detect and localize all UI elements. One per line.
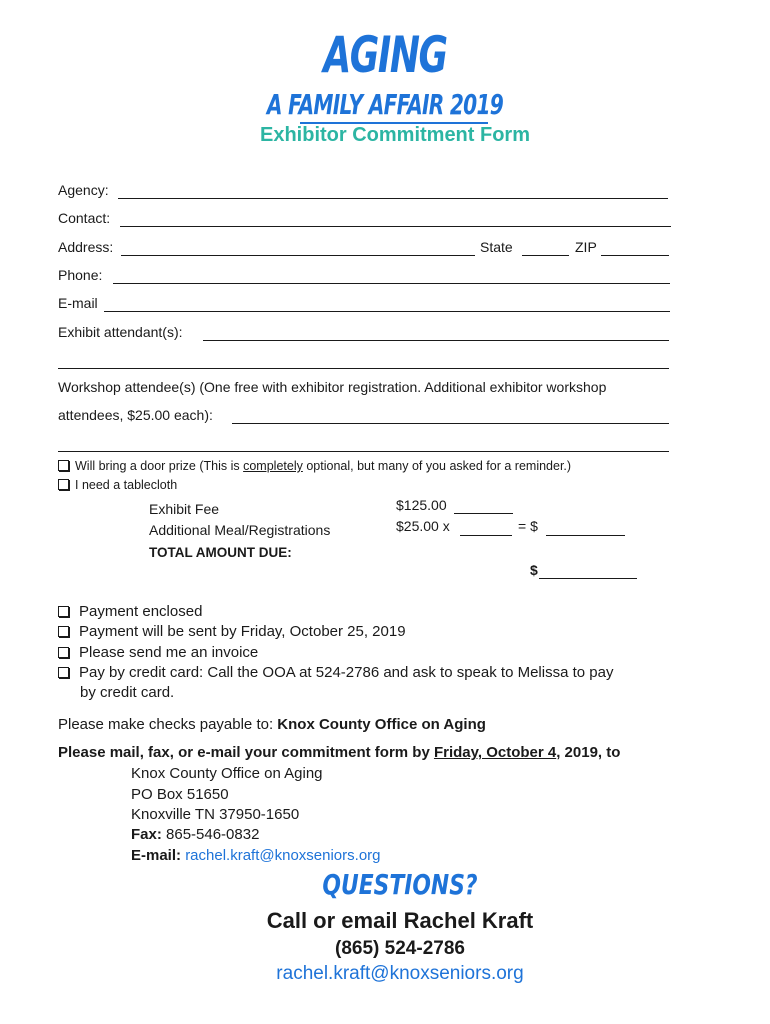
meal-total-field[interactable] — [546, 535, 625, 536]
workshop-label-line1: Workshop attendee(s) (One free with exhibitor registration. Additional exhibitor workshop — [58, 379, 607, 395]
total-amount-field[interactable] — [539, 578, 637, 579]
checkbox-icon[interactable] — [58, 667, 69, 678]
payment-later-option[interactable]: Payment will be sent by Friday, October 25, 2019 — [58, 623, 406, 640]
contact-phone: (865) 524-2786 — [335, 938, 465, 959]
address-label: Address: — [58, 239, 114, 255]
phone-label: Phone: — [58, 267, 103, 283]
credit-card-option[interactable]: Pay by credit card: Call the OOA at 524-2786 and ask to speak to Melissa to pay — [58, 664, 613, 681]
contact-label: Contact: — [58, 210, 111, 226]
event-subtitle: A FAMILY AFFAIR 2019 — [266, 88, 504, 121]
meal-quantity-field[interactable] — [460, 535, 512, 536]
checks-payable-line: Please make checks payable to: Knox County Office on Aging — [58, 716, 486, 733]
email-line: E-mail: rachel.kraft@knoxseniors.org — [131, 847, 381, 864]
zip-label: ZIP — [575, 239, 597, 255]
address-po-box: PO Box 51650 — [131, 786, 229, 803]
invoice-option[interactable]: Please send me an invoice — [58, 644, 258, 661]
mail-instructions-line: Please mail, fax, or e-mail your commitment form by Friday, October 4, 2019, to — [58, 744, 621, 761]
email-label: E-mail — [58, 295, 98, 311]
exhibit-fee-label: Exhibit Fee — [149, 501, 220, 517]
form-title: Exhibitor Commitment Form — [259, 124, 530, 146]
zip-field[interactable] — [601, 255, 669, 256]
address-org: Knox County Office on Aging — [131, 765, 323, 782]
workshop-attendees-field[interactable] — [232, 423, 669, 424]
exhibit-attendants-label: Exhibit attendant(s): — [58, 324, 183, 340]
meal-registrations-label: Additional Meal/Registrations — [149, 522, 331, 538]
checkbox-icon[interactable] — [58, 606, 69, 617]
exhibit-fee-line — [454, 513, 513, 514]
checkbox-icon[interactable] — [58, 647, 69, 658]
event-logo: AGING — [323, 26, 447, 84]
questions-heading: QUESTIONS? — [322, 868, 478, 901]
state-field[interactable] — [522, 255, 569, 256]
checkbox-icon[interactable] — [58, 626, 69, 637]
exhibit-attendants-field-2[interactable] — [58, 368, 669, 369]
total-amount-label: TOTAL AMOUNT DUE: — [149, 545, 292, 560]
tablecloth-option[interactable]: I need a tablecloth — [58, 478, 177, 492]
credit-card-option-cont: by credit card. — [80, 684, 175, 701]
email-link[interactable]: rachel.kraft@knoxseniors.org — [185, 847, 381, 864]
contact-email-link[interactable]: rachel.kraft@knoxseniors.org — [276, 963, 524, 984]
address-city: Knoxville TN 37950-1650 — [131, 806, 300, 823]
agency-field[interactable] — [118, 198, 668, 199]
workshop-attendees-field-2[interactable] — [58, 451, 669, 452]
meal-unit-price: $25.00 x — [396, 518, 450, 534]
address-field[interactable] — [121, 255, 475, 256]
checkbox-icon[interactable] — [58, 479, 69, 490]
door-prize-option[interactable]: Will bring a door prize (This is completely optional, but many of you asked for a reminder.) — [58, 459, 571, 473]
meal-equals: = $ — [518, 518, 538, 534]
state-label: State — [480, 239, 513, 255]
agency-label: Agency: — [58, 182, 109, 198]
payment-enclosed-option[interactable]: Payment enclosed — [58, 603, 202, 620]
exhibit-fee-value: $125.00 — [396, 497, 447, 513]
exhibit-attendants-field[interactable] — [203, 340, 669, 341]
fax-line: Fax: 865-546-0832 — [131, 826, 260, 843]
checkbox-icon[interactable] — [58, 460, 69, 471]
total-dollar-sign: $ — [530, 562, 538, 578]
phone-field[interactable] — [113, 283, 670, 284]
email-field[interactable] — [104, 311, 670, 312]
call-or-email-heading: Call or email Rachel Kraft — [266, 908, 534, 933]
workshop-label-line2: attendees, $25.00 each): — [58, 407, 213, 423]
contact-field[interactable] — [120, 226, 671, 227]
